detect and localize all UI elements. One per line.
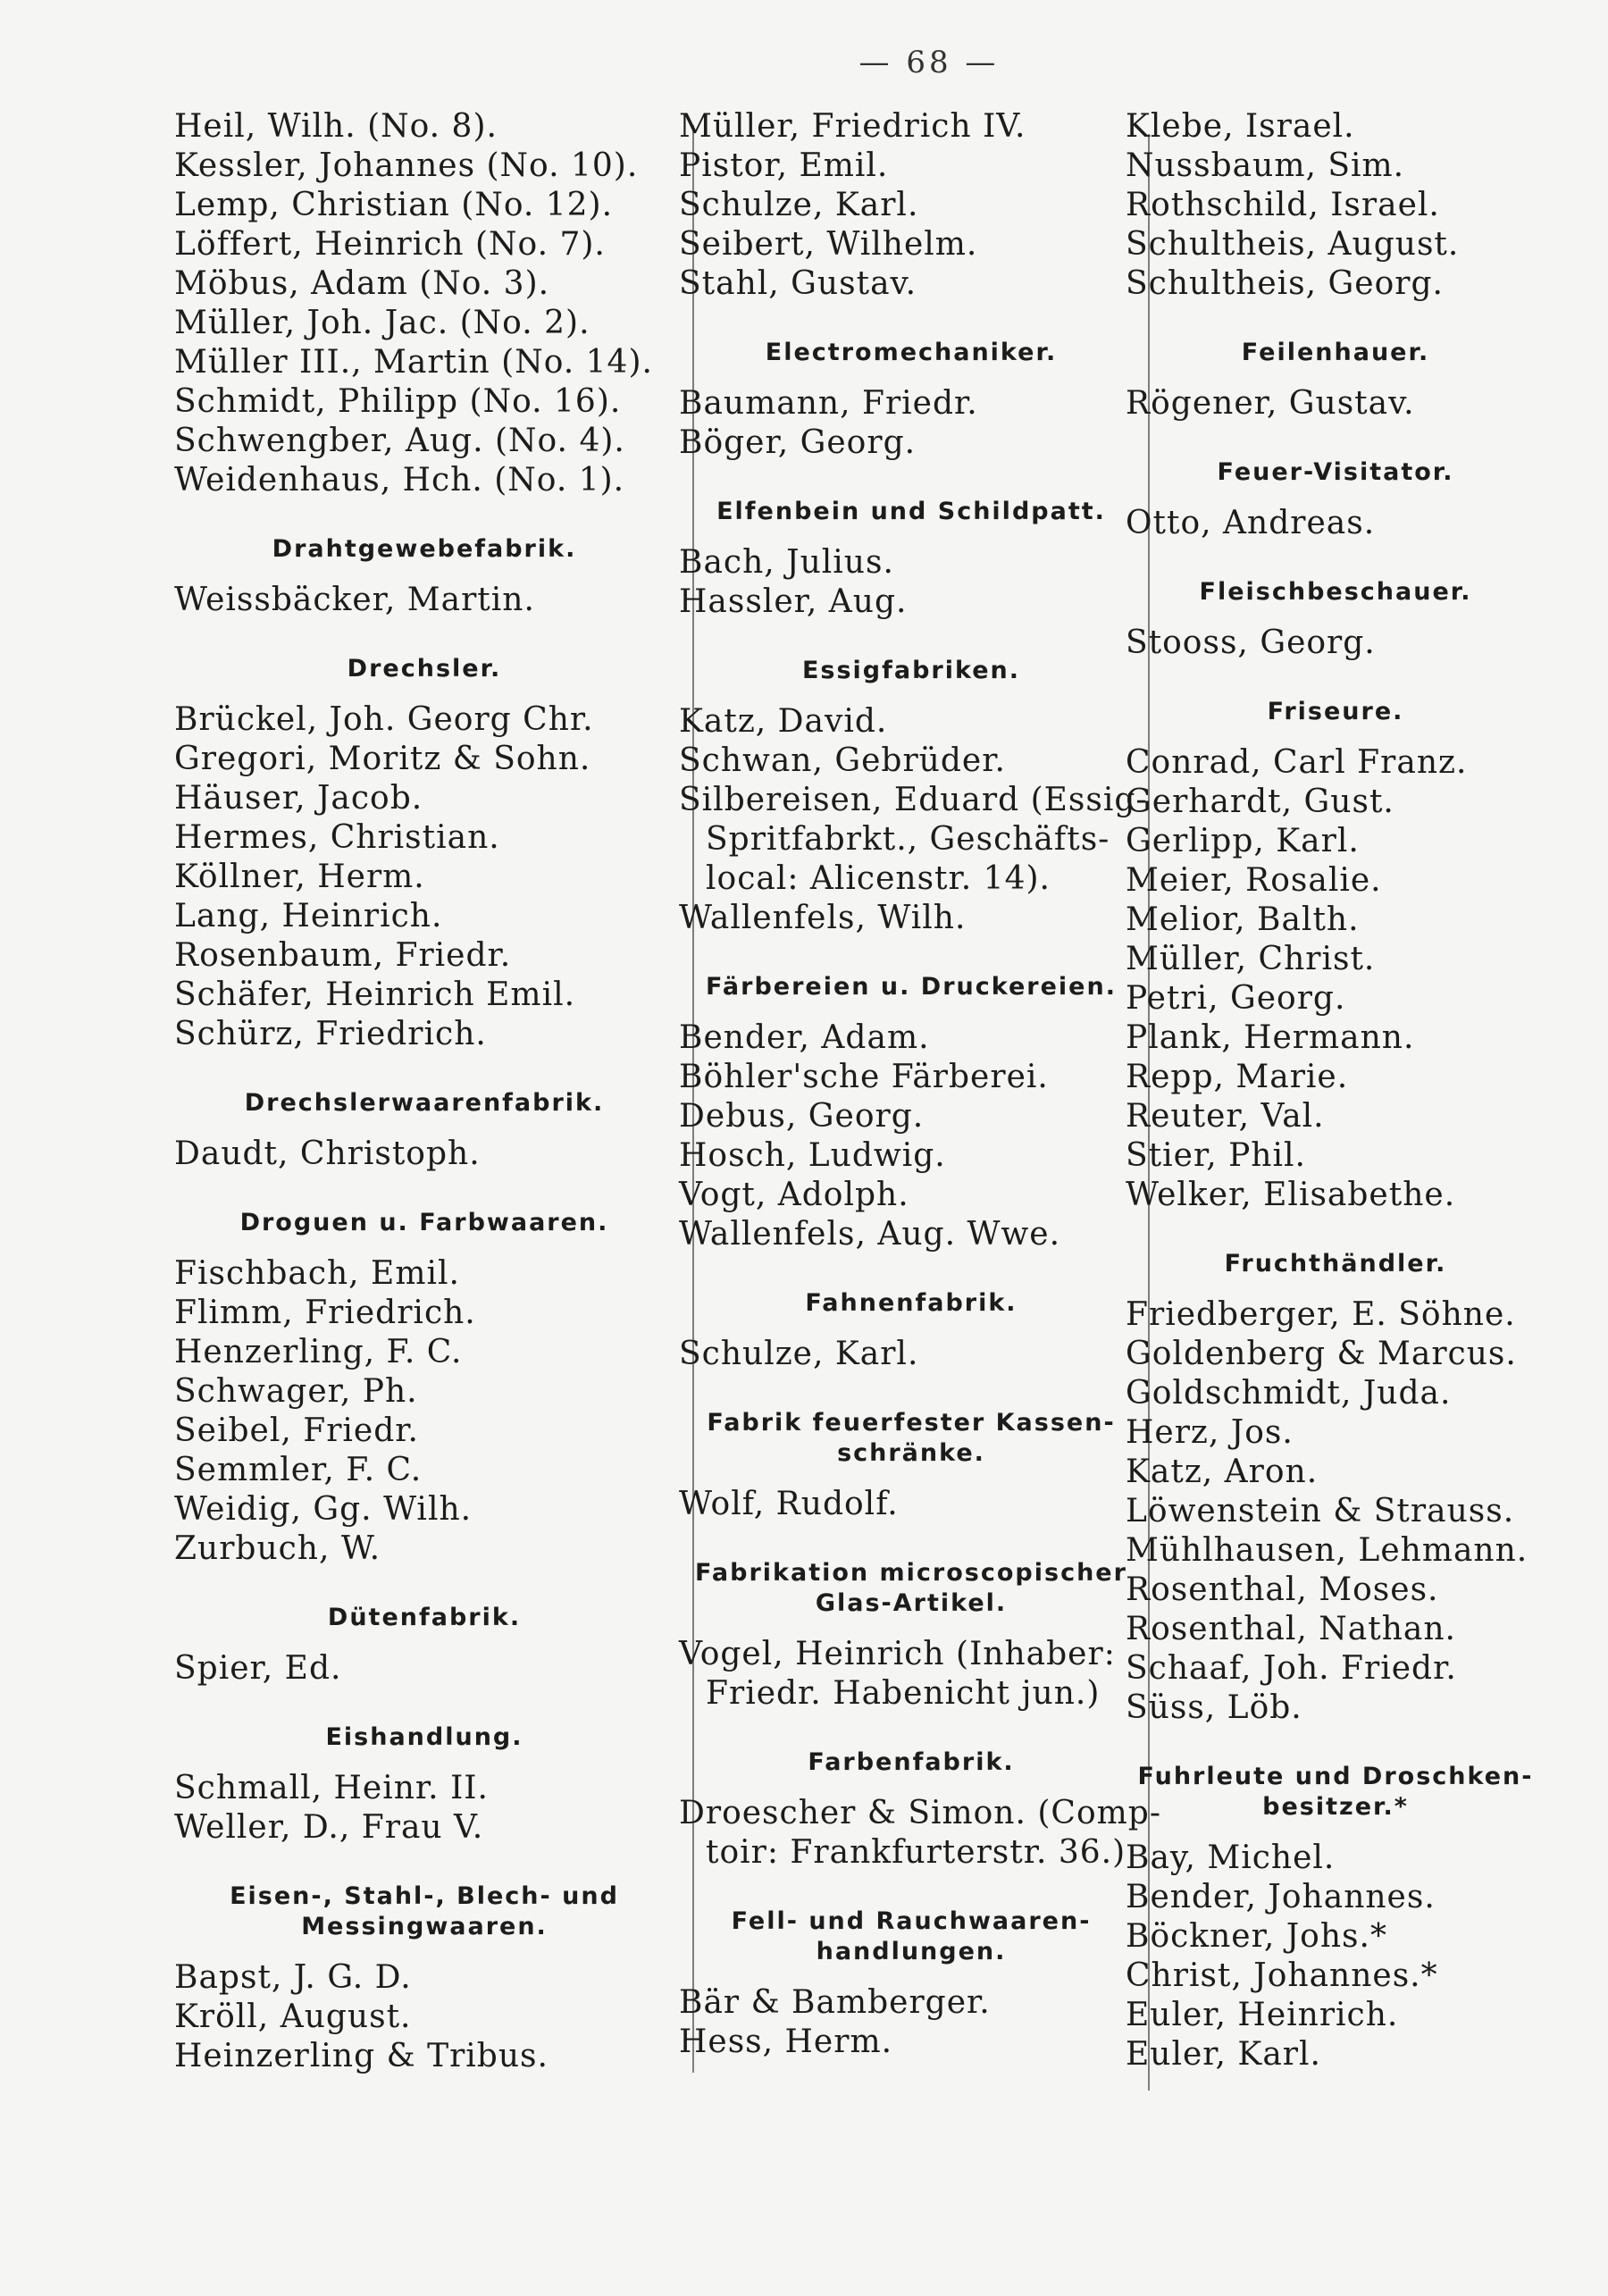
directory-entry: Bapst, J. G. D. xyxy=(174,1959,412,1996)
directory-entry: Semmler, F. C. xyxy=(174,1452,423,1488)
directory-entry: Schultheis, Georg. xyxy=(1126,265,1444,302)
directory-entry: Repp, Marie. xyxy=(1126,1059,1349,1095)
directory-entry: Süss, Löb. xyxy=(1126,1689,1302,1726)
directory-entry: Weidenhaus, Hch. (No. 1). xyxy=(174,462,625,499)
directory-entry: Häuser, Jacob. xyxy=(174,780,423,817)
directory-entry: Gregori, Moritz & Sohn. xyxy=(174,741,591,777)
directory-entry: Hassler, Aug. xyxy=(679,583,908,620)
directory-entry: Vogt, Adolph. xyxy=(679,1177,909,1213)
directory-entry: Müller, Joh. Jac. (No. 2). xyxy=(174,305,590,341)
directory-entry: Hosch, Ludwig. xyxy=(679,1137,946,1174)
directory-entry: Lemp, Christian (No. 12). xyxy=(174,187,614,223)
section-heading: Färbereien u. Druckereien. xyxy=(706,973,1117,1001)
directory-entry: Weller, D., Frau V. xyxy=(174,1809,484,1846)
column-middle xyxy=(679,107,1161,2062)
directory-entry: Stahl, Gustav. xyxy=(679,265,917,302)
directory-entry: Gerlipp, Karl. xyxy=(1126,823,1360,859)
directory-entry: Conrad, Carl Franz. xyxy=(1126,744,1468,781)
directory-entry: Schmall, Heinr. II. xyxy=(174,1770,489,1806)
section-heading: Fahnenfabrik. xyxy=(805,1289,1018,1317)
directory-entry: Wolf, Rudolf. xyxy=(679,1486,899,1522)
directory-entry: Müller, Christ. xyxy=(1126,941,1376,977)
directory-entry: Müller, Friedrich IV. xyxy=(679,108,1026,145)
directory-entry: Schwager, Ph. xyxy=(174,1373,418,1410)
directory-entry: Bach, Julius. xyxy=(679,544,894,581)
directory-entry: Meier, Rosalie. xyxy=(1126,862,1382,899)
section-heading: Fleischbeschauer. xyxy=(1199,578,1472,606)
directory-entry: Pistor, Emil. xyxy=(679,147,889,184)
directory-entry: Müller III., Martin (No. 14). xyxy=(174,344,653,381)
directory-entry: Euler, Karl. xyxy=(1126,2036,1321,2073)
directory-entry: Stier, Phil. xyxy=(1126,1137,1306,1174)
section-heading: Feuer-Visitator. xyxy=(1217,458,1454,486)
directory-entry: Friedr. Habenicht jun.) xyxy=(706,1675,1101,1712)
directory-entry: Gerhardt, Gust. xyxy=(1126,783,1394,820)
directory-entry: Baumann, Friedr. xyxy=(679,385,978,422)
directory-entry: Fischbach, Emil. xyxy=(174,1255,460,1292)
directory-entry: Hermes, Christian. xyxy=(174,819,500,856)
directory-entry: Böhler'sche Färberei. xyxy=(679,1059,1049,1095)
page-number: — 68 — xyxy=(858,45,1000,80)
directory-entry: Spritfabrkt., Geschäfts- xyxy=(706,821,1110,858)
directory-entry: local: Alicenstr. 14). xyxy=(706,860,1051,897)
directory-entry: Löwenstein & Strauss. xyxy=(1126,1493,1515,1529)
directory-entry: Katz, David. xyxy=(679,703,888,740)
directory-entry: Wallenfels, Wilh. xyxy=(679,900,967,936)
directory-entry: Kröll, August. xyxy=(174,1999,412,2035)
directory-entry: Plank, Hermann. xyxy=(1126,1019,1415,1056)
directory-entry: Silbereisen, Eduard (Essig- xyxy=(679,782,1148,818)
section-heading: Droguen u. Farbwaaren. xyxy=(239,1209,609,1236)
directory-entry: Rögener, Gustav. xyxy=(1126,385,1415,422)
directory-entry: Daudt, Christoph. xyxy=(174,1135,481,1172)
directory-entry: Rothschild, Israel. xyxy=(1126,187,1440,223)
directory-entry: Schwengber, Aug. (No. 4). xyxy=(174,423,625,459)
directory-entry: Löffert, Heinrich (No. 7). xyxy=(174,226,606,263)
directory-entry: Goldenberg & Marcus. xyxy=(1126,1336,1517,1372)
section-heading: Elfenbein und Schildpatt. xyxy=(716,498,1106,525)
directory-entry: Schwan, Gebrüder. xyxy=(679,742,1006,779)
section-heading: Fabrikation microscopischer Glas-Artikel. xyxy=(695,1559,1127,1617)
directory-entry: Zurbuch, W. xyxy=(174,1530,381,1567)
directory-entry: Hess, Herm. xyxy=(679,2024,893,2060)
section-heading: Drahtgewebefabrik. xyxy=(272,535,577,563)
directory-entry: Henzerling, F. C. xyxy=(174,1334,463,1370)
directory-entry: Brückel, Joh. Georg Chr. xyxy=(174,701,594,738)
directory-entry: toir: Frankfurterstr. 36.) xyxy=(706,1834,1126,1871)
directory-entry: Klebe, Israel. xyxy=(1126,108,1355,145)
section-heading: Fell- und Rauchwaaren-handlungen. xyxy=(731,1907,1092,1965)
directory-entry: Melior, Balth. xyxy=(1126,901,1360,938)
directory-entry: Bay, Michel. xyxy=(1126,1839,1336,1876)
directory-entry: Christ, Johannes.* xyxy=(1126,1957,1438,1994)
directory-entry: Kessler, Johannes (No. 10). xyxy=(174,147,639,184)
directory-entry: Goldschmidt, Juda. xyxy=(1126,1375,1452,1412)
column-left xyxy=(174,107,674,2076)
directory-entry: Böger, Georg. xyxy=(679,424,917,461)
directory-entry: Mühlhausen, Lehmann. xyxy=(1126,1532,1528,1569)
directory-entry: Köllner, Herm. xyxy=(174,859,425,895)
directory-entry: Böckner, Johs.* xyxy=(1126,1918,1387,1955)
section-heading: Friseure. xyxy=(1267,698,1404,725)
column-right xyxy=(1126,107,1545,2074)
directory-entry: Bender, Adam. xyxy=(679,1019,930,1056)
section-heading: Feilenhauer. xyxy=(1241,339,1430,366)
directory-entry: Schäfer, Heinrich Emil. xyxy=(174,976,576,1013)
directory-entry: Schultheis, August. xyxy=(1126,226,1460,263)
section-heading: Electromechaniker. xyxy=(765,339,1058,366)
directory-entry: Weidig, Gg. Wilh. xyxy=(174,1491,473,1528)
section-heading: Fabrik feuerfester Kassen-schränke. xyxy=(707,1409,1116,1467)
directory-entry: Reuter, Val. xyxy=(1126,1098,1325,1135)
section-heading: Drechsler. xyxy=(347,655,502,683)
directory-entry: Rosenthal, Moses. xyxy=(1126,1571,1439,1608)
directory-entry: Bär & Bamberger. xyxy=(679,1984,991,2021)
directory-entry: Nussbaum, Sim. xyxy=(1126,147,1405,184)
directory-entry: Schmidt, Philipp (No. 16). xyxy=(174,383,622,420)
directory-entry: Otto, Andreas. xyxy=(1126,505,1376,541)
section-heading: Fuhrleute und Droschken-besitzer.* xyxy=(1137,1763,1534,1821)
directory-entry: Welker, Elisabethe. xyxy=(1126,1177,1456,1213)
directory-entry: Stooss, Georg. xyxy=(1126,624,1376,661)
directory-entry: Petri, Georg. xyxy=(1126,980,1346,1017)
directory-entry: Lang, Heinrich. xyxy=(174,898,443,934)
directory-entry: Schulze, Karl. xyxy=(679,1336,919,1372)
section-heading: Eishandlung. xyxy=(325,1723,523,1751)
section-heading: Farbenfabrik. xyxy=(808,1748,1015,1776)
directory-entry: Wallenfels, Aug. Wwe. xyxy=(679,1216,1061,1253)
directory-entry: Schürz, Friedrich. xyxy=(174,1016,487,1052)
directory-entry: Heinzerling & Tribus. xyxy=(174,2038,549,2074)
directory-entry: Debus, Georg. xyxy=(679,1098,925,1135)
directory-entry: Friedberger, E. Söhne. xyxy=(1126,1296,1516,1333)
directory-entry: Katz, Aron. xyxy=(1126,1454,1319,1490)
section-heading: Fruchthändler. xyxy=(1224,1250,1447,1278)
directory-entry: Möbus, Adam (No. 3). xyxy=(174,265,550,302)
directory-entry: Rosenbaum, Friedr. xyxy=(174,937,512,974)
directory-entry: Seibel, Friedr. xyxy=(174,1412,419,1449)
directory-entry: Seibert, Wilhelm. xyxy=(679,226,978,263)
section-heading: Essigfabriken. xyxy=(801,657,1021,684)
section-heading: Drechslerwaarenfabrik. xyxy=(244,1089,605,1117)
directory-entry: Bender, Johannes. xyxy=(1126,1879,1436,1915)
directory-entry: Flimm, Friedrich. xyxy=(174,1295,476,1331)
directory-entry: Spier, Ed. xyxy=(174,1650,342,1687)
directory-entry: Schulze, Karl. xyxy=(679,187,919,223)
directory-entry: Schaaf, Joh. Friedr. xyxy=(1126,1650,1457,1687)
directory-entry: Droescher & Simon. (Comp- xyxy=(679,1795,1161,1831)
directory-entry: Rosenthal, Nathan. xyxy=(1126,1611,1456,1647)
directory-entry: Herz, Jos. xyxy=(1126,1414,1294,1451)
section-heading: Eisen-, Stahl-, Blech- und Messingwaaren. xyxy=(230,1882,619,1940)
directory-entry: Heil, Wilh. (No. 8). xyxy=(174,108,498,145)
directory-entry: Weissbäcker, Martin. xyxy=(174,582,535,618)
directory-entry: Euler, Heinrich. xyxy=(1126,1997,1399,2033)
section-heading: Dütenfabrik. xyxy=(327,1604,522,1631)
directory-entry: Vogel, Heinrich (Inhaber: xyxy=(679,1636,1116,1672)
